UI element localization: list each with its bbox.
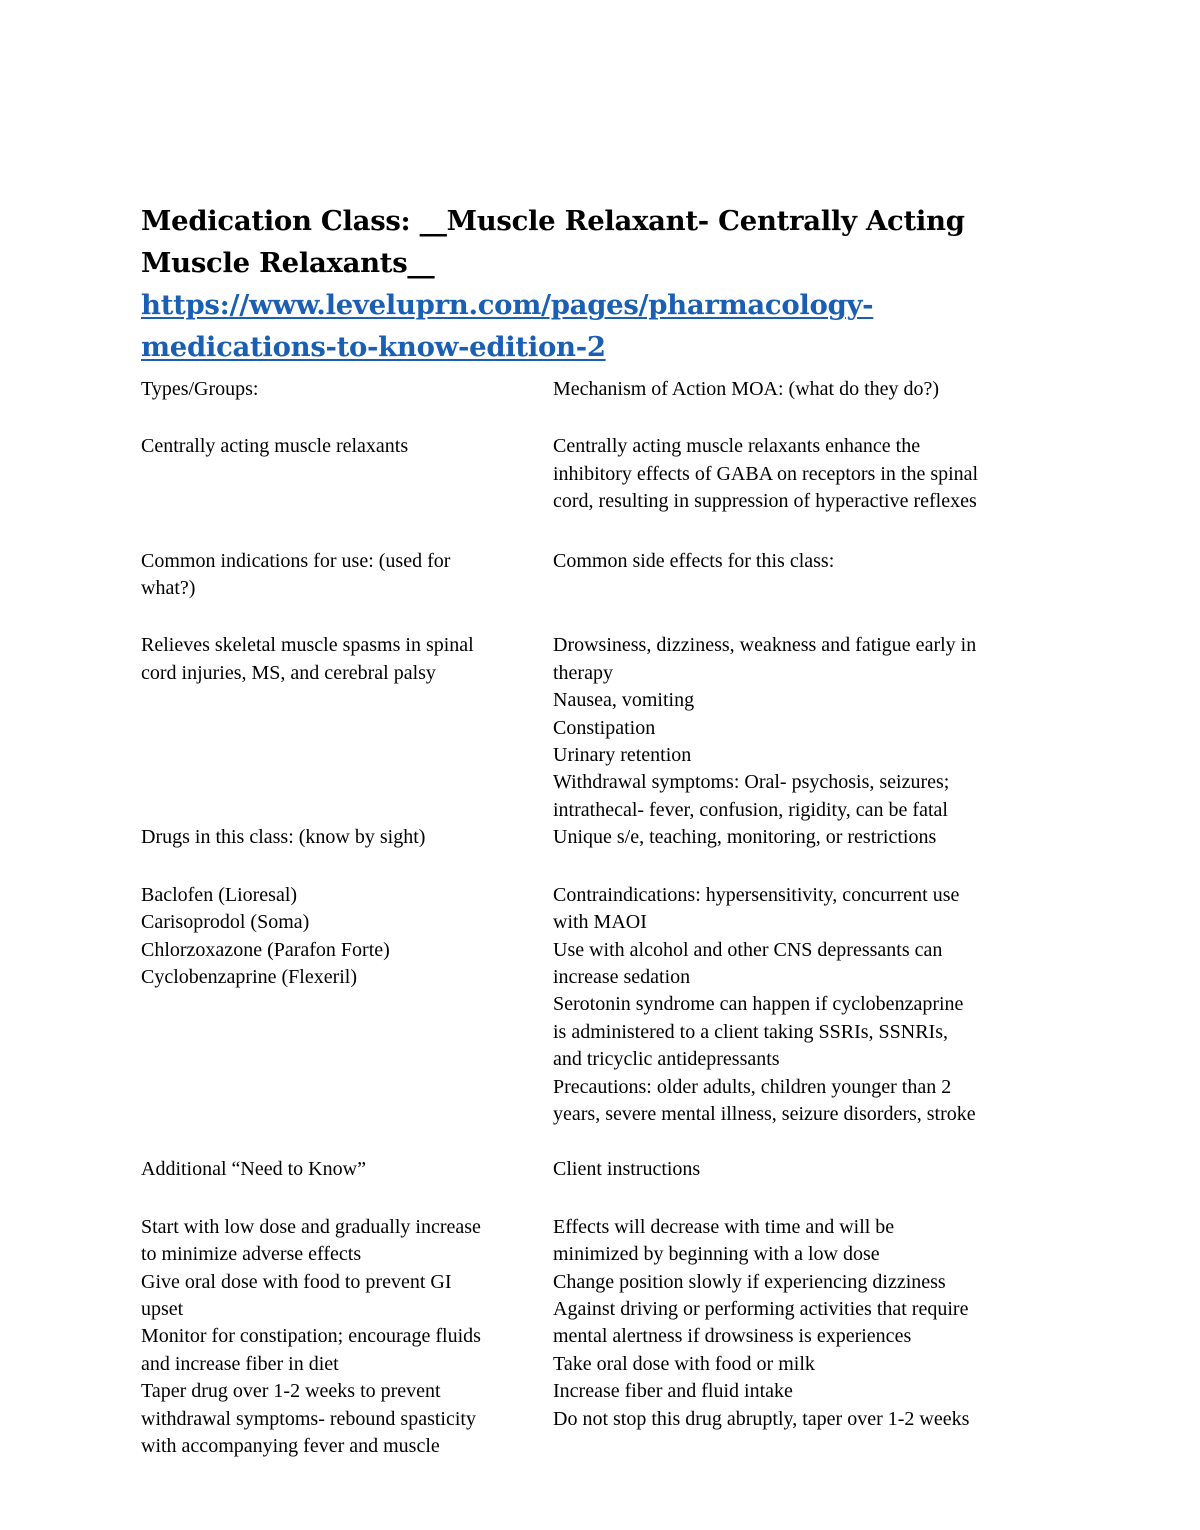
client-instructions-label: Client instructions — [553, 1158, 701, 1181]
indications-line: cord injuries, MS, and cerebral palsy — [141, 661, 436, 684]
drug-line: Cyclobenzaprine (Flexeril) — [141, 965, 358, 988]
side-effects-value — [553, 632, 1071, 824]
moa-line: inhibitory effects of GABA on receptors in the spinal — [553, 462, 979, 485]
unique-value — [553, 882, 1071, 1129]
need-to-know-line: Start with low dose and gradually increase — [141, 1215, 481, 1238]
drugs-label: Drugs in this class: (know by sight) — [141, 826, 426, 849]
client-instruction-line: Against driving or performing activities that require — [553, 1297, 969, 1320]
need-to-know-line: Monitor for constipation; encourage fluids — [141, 1325, 481, 1348]
side-effect-line: Nausea, vomiting — [553, 689, 695, 712]
types-value: Centrally acting muscle relaxants — [141, 435, 409, 458]
side-effects-label: Common side effects for this class: — [553, 549, 835, 572]
indications-label — [141, 548, 553, 603]
medication-grid — [141, 376, 1071, 1460]
unique-label: Unique s/e, teaching, monitoring, or restrictions — [553, 826, 937, 849]
client-instruction-line: Increase fiber and fluid intake — [553, 1380, 793, 1403]
need-to-know-label: Additional “Need to Know” — [141, 1158, 366, 1181]
moa-line: cord, resulting in suppression of hyperactive reflexes — [553, 490, 977, 513]
unique-line: and tricyclic antidepressants — [553, 1048, 780, 1071]
moa-line: Centrally acting muscle relaxants enhance the — [553, 435, 921, 458]
link-line-2: medications-to-know-edition-2 — [141, 331, 606, 363]
reference-link[interactable] — [141, 284, 1071, 368]
need-to-know-line: Taper drug over 1-2 weeks to prevent — [141, 1380, 441, 1403]
unique-line: years, severe mental illness, seizure disorders, stroke — [553, 1102, 976, 1125]
unique-line: is administered to a client taking SSRIs, SSNRIs, — [553, 1020, 948, 1043]
need-to-know-line: Give oral dose with food to prevent GI — [141, 1270, 452, 1293]
unique-line: with MAOI — [553, 911, 647, 934]
indications-label-line: Common indications for use: (used for — [141, 549, 451, 572]
need-to-know-line: to minimize adverse effects — [141, 1243, 362, 1266]
side-effect-line: therapy — [553, 661, 613, 684]
side-effect-line: intrathecal- fever, confusion, rigidity, can be fatal — [553, 798, 948, 821]
moa-value — [553, 433, 1071, 515]
need-to-know-value — [141, 1214, 553, 1461]
unique-line: Contraindications: hypersensitivity, concurrent use — [553, 883, 960, 906]
types-label: Types/Groups: — [141, 378, 259, 400]
client-instruction-line: Change position slowly if experiencing dizziness — [553, 1270, 946, 1293]
side-effect-line: Constipation — [553, 716, 656, 739]
drug-line: Chlorzoxazone (Parafon Forte) — [141, 938, 390, 961]
indications-line: Relieves skeletal muscle spasms in spinal — [141, 634, 474, 657]
moa-label: Mechanism of Action MOA: (what do they do?) — [553, 378, 940, 400]
client-instruction-line: Do not stop this drug abruptly, taper over 1-2 weeks — [553, 1407, 970, 1430]
side-effect-line: Drowsiness, dizziness, weakness and fatigue early in — [553, 634, 977, 657]
side-effect-line: Urinary retention — [553, 744, 692, 767]
indications-label-line: what?) — [141, 577, 196, 600]
document-page — [141, 200, 1071, 1460]
side-effect-line: Withdrawal symptoms: Oral- psychosis, seizures; — [553, 771, 950, 794]
need-to-know-line: with accompanying fever and muscle — [141, 1435, 440, 1457]
unique-line: increase sedation — [553, 965, 691, 988]
client-instruction-line: mental alertness if drowsiness is experiences — [553, 1325, 912, 1348]
client-instruction-line: minimized by beginning with a low dose — [553, 1243, 880, 1266]
drugs-value — [141, 882, 553, 1129]
need-to-know-line: upset — [141, 1297, 184, 1320]
need-to-know-line: and increase fiber in diet — [141, 1352, 339, 1375]
drug-line: Carisoprodol (Soma) — [141, 911, 310, 934]
need-to-know-line: withdrawal symptoms- rebound spasticity — [141, 1407, 476, 1430]
unique-line: Use with alcohol and other CNS depressants can — [553, 938, 943, 961]
title-line-2: Muscle Relaxants__ — [141, 247, 435, 279]
client-instruction-line: Take oral dose with food or milk — [553, 1352, 815, 1375]
unique-line: Precautions: older adults, children younger than 2 — [553, 1075, 952, 1098]
page-title — [141, 200, 1071, 284]
unique-line: Serotonin syndrome can happen if cyclobenzaprine — [553, 993, 964, 1016]
drug-line: Baclofen (Lioresal) — [141, 883, 298, 906]
client-instruction-line: Effects will decrease with time and will be — [553, 1215, 895, 1238]
link-line-1: https://www.leveluprn.com/pages/pharmacology- — [141, 289, 874, 321]
indications-value — [141, 632, 553, 824]
client-instructions-value — [553, 1214, 1071, 1461]
title-line-1: Medication Class: __Muscle Relaxant- Centrally Acting — [141, 205, 965, 237]
